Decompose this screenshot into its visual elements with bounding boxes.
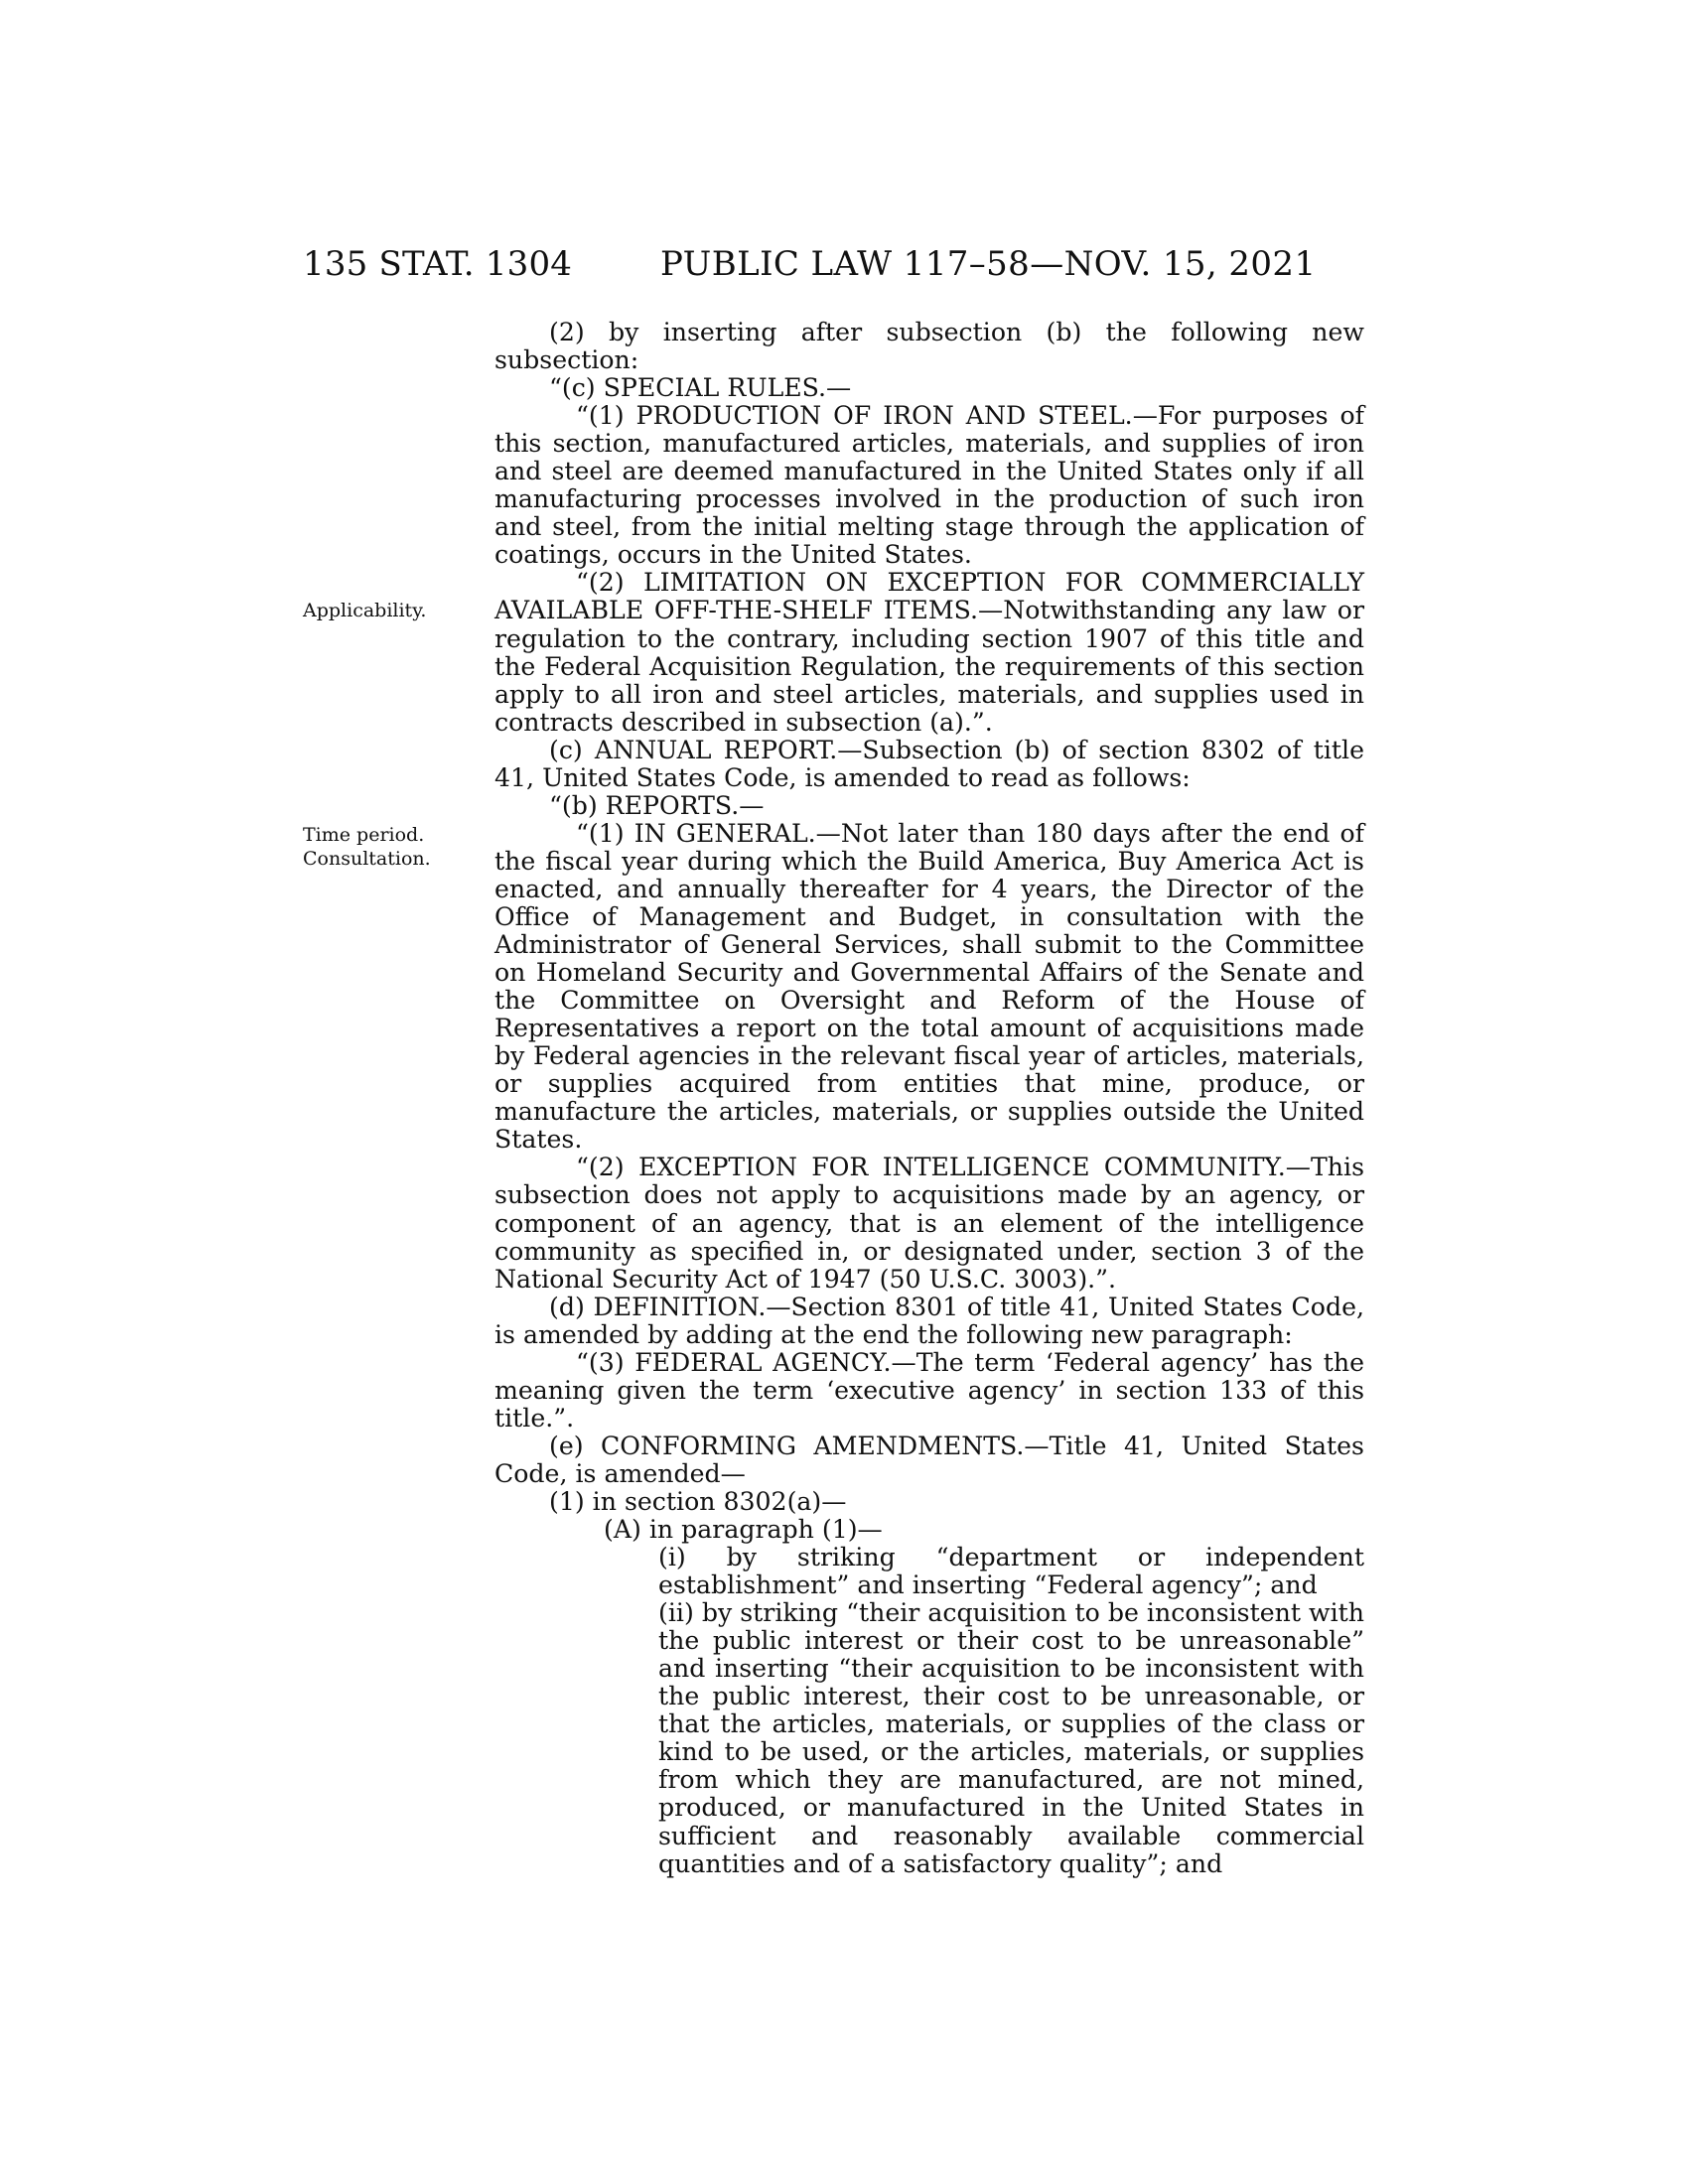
paragraph-1-iron-steel: “(1) PRODUCTION OF IRON AND STEEL.—For purposes of this section, manufactured articles, materials, and supplies of iron and steel are deemed manufactured in the United States only if all manufacturing processes involved in the production of such iron and steel, from the initial melting stage through the application of coatings, occurs in the United States. xyxy=(494,401,1364,570)
paragraph-2-limitation: “(2) LIMITATION ON EXCEPTION FOR COMMERCIALLY AVAILABLE OFF-THE-SHELF ITEMS.—Notwithstanding any law or regulation to the contrary, including section 1907 of this title and the Federal Acquisition Regulation, the requirements of this section apply to all iron and steel articles, materials, and supplies used in contracts described in subsection (a).”. xyxy=(494,568,1364,737)
paragraph-1-section-8302a: (1) in section 8302(a)— xyxy=(549,1486,847,1516)
subsection-b-reports: “(b) REPORTS.— xyxy=(549,790,765,820)
paragraph-2-new-subsection: (2) by inserting after subsection (b) the following new subsection: xyxy=(494,318,1364,375)
margin-note-applicability: Applicability. xyxy=(303,600,427,621)
subsection-c-annual-report: (c) ANNUAL REPORT.—Subsection (b) of section 8302 of title 41, United States Code, is amended to read as follows: xyxy=(494,735,1364,792)
margin-note-consultation: Consultation. xyxy=(303,848,431,870)
statute-page-reference: 135 STAT. 1304 xyxy=(303,244,573,284)
subsection-d-definition: (d) DEFINITION.—Section 8301 of title 41, United States Code, is amended by adding at the end the following new paragraph: xyxy=(494,1292,1364,1349)
subparagraph-a-paragraph-1: (A) in paragraph (1)— xyxy=(604,1515,883,1545)
statute-body xyxy=(494,319,1364,1878)
subsection-e-conforming-amendments: (e) CONFORMING AMENDMENTS.—Title 41, United States Code, is amended— xyxy=(494,1431,1364,1488)
public-law-title: PUBLIC LAW 117–58—NOV. 15, 2021 xyxy=(660,244,1317,284)
margin-note-time-period: Time period. xyxy=(303,824,425,846)
paragraph-1-in-general: “(1) IN GENERAL.—Not later than 180 days after the end of the fiscal year during which the Build America, Buy America Act is enacted, and annually thereafter for 4 years, the Director of the Office of Management and Budget, in consultation with the Administrator of General Services, shall submit to the Committee on Homeland Security and Governmental Affairs of the Senate and the Committee on Oversight and Reform of the House of Representatives a report on the total amount of acquisitions made by Federal agencies in the relevant fiscal year of articles, materials, or supplies acquired from entities that mine, produce, or manufacture the articles, materials, or supplies outside the United States. xyxy=(494,818,1364,1155)
clause-ii: (ii) by striking “their acquisition to be inconsistent with the public interest or their cost to be unreasonable” and inserting “their acquisition to be inconsistent with the public interest, their cost to be unreasonable, or that the articles, materials, or supplies of the class or kind to be used, or the articles, materials, or supplies from which they are manufactured, are not mined, produced, or manufactured in the United States in sufficient and reasonably available commercial quantities and of a satisfactory quality”; and xyxy=(658,1598,1364,1878)
page-header xyxy=(303,244,1363,288)
paragraph-2-intelligence-exception: “(2) EXCEPTION FOR INTELLIGENCE COMMUNITY.—This subsection does not apply to acquisitions made by an agency, or component of an agency, that is an element of the intelligence community as specified in, or designated under, section 3 of the National Security Act of 1947 (50 U.S.C. 3003).”. xyxy=(494,1153,1364,1294)
paragraph-3-federal-agency: “(3) FEDERAL AGENCY.—The term ‘Federal agency’ has the meaning given the term ‘executive agency’ in section 133 of this title.”. xyxy=(494,1347,1364,1433)
clause-i: (i) by striking “department or independent establishment” and inserting “Federal agency”; and xyxy=(658,1543,1364,1600)
subsection-c-special-rules: “(c) SPECIAL RULES.— xyxy=(549,373,852,403)
